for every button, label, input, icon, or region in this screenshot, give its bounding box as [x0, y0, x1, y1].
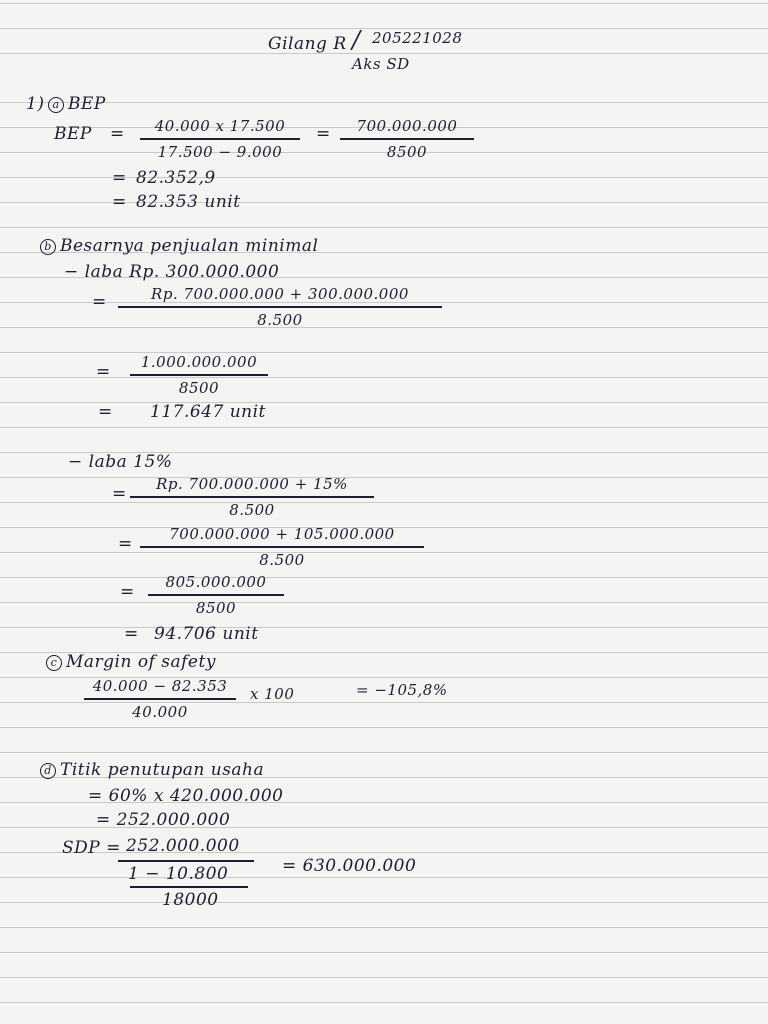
- part-d-title: Titik penutupan usaha: [60, 760, 265, 780]
- bep-lhs: BEP: [54, 124, 92, 144]
- part-c-marker: c: [46, 655, 62, 671]
- case1-eq1: =: [92, 292, 107, 312]
- fraction-bar: [140, 138, 300, 140]
- mos-numerator: 40.000 − 82.353: [92, 677, 228, 695]
- student-id: 205221028: [372, 29, 463, 47]
- case2-label: − laba 15%: [68, 452, 173, 472]
- sdp-result: = 630.000.000: [282, 856, 417, 876]
- part-b-title: Besarnya penjualan minimal: [60, 236, 319, 256]
- case2-fraction-3: [148, 572, 284, 618]
- fraction-bar: [118, 306, 442, 308]
- part-c-heading: [46, 652, 216, 672]
- bep-numerator-2: 700.000.000: [356, 117, 458, 135]
- sdp-denominator-top: 1 − 10.800: [128, 864, 229, 884]
- case1-eq3: =: [98, 402, 113, 422]
- student-name: Gilang R: [268, 34, 347, 54]
- fraction-bar: [148, 594, 284, 596]
- header-slash: /: [352, 26, 361, 54]
- case1-fraction-1: [118, 284, 442, 330]
- mos-denominator: 40.000: [132, 702, 188, 721]
- tpu-line-1: = 60% x 420.000.000: [88, 786, 284, 806]
- part-b-marker: b: [40, 239, 56, 255]
- part-a-title: BEP: [68, 94, 106, 114]
- sdp-fraction-bar: [118, 860, 254, 862]
- bep-fraction-1: [140, 116, 300, 162]
- part-b-heading: [40, 236, 318, 256]
- part-d-heading: [40, 760, 264, 780]
- case2-numerator-2: 700.000.000 + 105.000.000: [169, 525, 395, 543]
- case1-label: − laba Rp. 300.000.000: [64, 262, 280, 282]
- fraction-bar: [340, 138, 474, 140]
- part-d-marker: d: [40, 763, 56, 779]
- bep-eq2: =: [316, 124, 331, 144]
- bep-result-1: 82.352,9: [136, 168, 216, 188]
- case1-denominator-2: 8500: [178, 378, 220, 397]
- case1-numerator-1: Rp. 700.000.000 + 300.000.000: [151, 285, 409, 303]
- case2-label-text: laba 15%: [88, 452, 173, 472]
- tpu-line-2: = 252.000.000: [96, 810, 231, 830]
- case2-numerator-1: Rp. 700.000.000 + 15%: [156, 475, 348, 493]
- fraction-bar: [130, 374, 268, 376]
- case1-label-text: laba Rp. 300.000.000: [84, 262, 280, 282]
- question-number: 1): [26, 94, 45, 114]
- case2-fraction-1: [130, 474, 374, 520]
- case1-eq2: =: [96, 362, 111, 382]
- case1-denominator-1: 8.500: [257, 310, 303, 329]
- case2-eq4: =: [124, 624, 139, 644]
- bep-numerator-1: 40.000 x 17.500: [154, 117, 286, 135]
- bep-denominator-2: 8500: [386, 142, 428, 161]
- fraction-bar: [130, 496, 374, 498]
- bep-fraction-2: [340, 116, 474, 162]
- case2-denominator-2: 8.500: [259, 550, 305, 569]
- sdp-inner-bar: [130, 886, 248, 888]
- case2-denominator-3: 8500: [195, 598, 237, 617]
- case2-denominator-1: 8.500: [229, 500, 275, 519]
- mos-result: = −105,8%: [356, 681, 448, 699]
- bep-denominator-1: 17.500 − 9.000: [157, 142, 283, 161]
- case1-numerator-2: 1.000.000.000: [140, 353, 258, 371]
- case1-fraction-2: [130, 352, 268, 398]
- part-a-marker: a: [48, 97, 64, 113]
- part-c-title: Margin of safety: [66, 652, 216, 672]
- case2-result: 94.706 unit: [154, 624, 259, 644]
- fraction-bar: [140, 546, 424, 548]
- student-class: Aks SD: [352, 55, 410, 73]
- bep-result-2: 82.353 unit: [136, 192, 241, 212]
- mos-times: x 100: [250, 685, 295, 703]
- case1-result: 117.647 unit: [150, 402, 266, 422]
- fraction-bar: [84, 698, 236, 700]
- bep-eq1: =: [110, 124, 125, 144]
- bep-eq3: =: [112, 168, 127, 188]
- case2-eq3: =: [120, 582, 135, 602]
- sdp-label: SDP =: [62, 838, 121, 858]
- case2-eq1: =: [112, 484, 127, 504]
- mos-fraction: [84, 676, 236, 722]
- sdp-denominator-bottom: 18000: [162, 890, 219, 910]
- case2-eq2: =: [118, 534, 133, 554]
- sdp-numerator: 252.000.000: [126, 836, 240, 856]
- part-a-heading: [48, 94, 106, 114]
- case2-fraction-2: [140, 524, 424, 570]
- bep-eq4: =: [112, 192, 127, 212]
- case2-numerator-3: 805.000.000: [165, 573, 267, 591]
